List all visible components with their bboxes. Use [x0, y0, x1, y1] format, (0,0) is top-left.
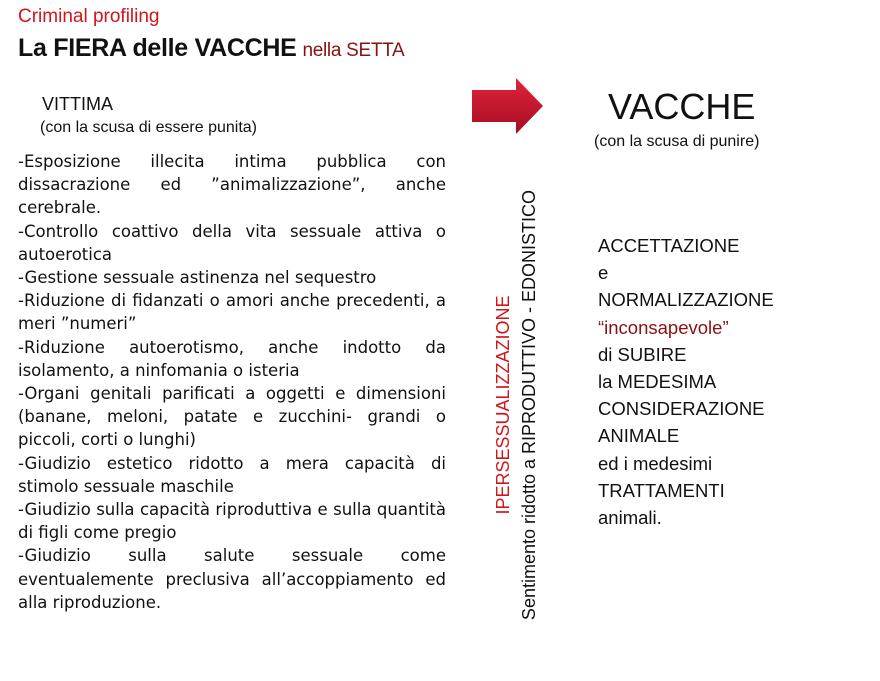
- result-line: NORMALIZZAZIONE: [598, 289, 774, 311]
- list-item: -Esposizione illecita intima pubblica con dissacrazione ed ”animalizzazione”, anche cerebrale.: [18, 152, 446, 218]
- result-line: TRATTAMENTI: [598, 479, 725, 501]
- result-line: CONSIDERAZIONE: [598, 398, 765, 420]
- victim-heading: VITTIMA: [42, 94, 113, 114]
- vertical-caption: [490, 160, 550, 650]
- result-line: di SUBIRE: [598, 343, 687, 365]
- result-line: animali.: [598, 507, 662, 529]
- result-block: [598, 232, 774, 531]
- result-line: “inconsapevole”: [598, 316, 729, 338]
- list-item: -Gestione sessuale astinenza nel sequestro: [18, 268, 377, 288]
- result-line: ed i medesimi: [598, 452, 713, 474]
- list-item: -Giudizio sulla salute sessuale come eventualemente preclusiva all’accoppiamento ed alla riproduzione.: [18, 546, 446, 612]
- list-item: -Riduzione autoerotismo, anche indotto da isolamento, a ninfomania o isteria: [18, 337, 446, 380]
- list-item: -Giudizio sulla capacità riproduttiva e sulla quantità di figli come pregio: [18, 500, 446, 543]
- result-line: e: [598, 262, 609, 284]
- cows-heading: VACCHE: [608, 86, 756, 127]
- result-line: la MEDESIMA: [598, 371, 717, 393]
- vertical-line-2: Sentimento ridotto a RIPRODUTTIVO - EDONISTICO: [519, 189, 539, 621]
- victim-list: [18, 150, 446, 614]
- cows-note: (con la scusa di punire): [594, 133, 760, 150]
- title-accent: nella SETTA: [302, 40, 405, 61]
- page-title: [18, 34, 404, 63]
- list-item: -Riduzione di fidanzati o amori anche precedenti, a meri ”numeri”: [18, 291, 446, 334]
- list-item: -Controllo coattivo della vita sessuale attiva o autoerotica: [18, 221, 446, 264]
- title-main: La FIERA delle VACCHE: [18, 34, 297, 62]
- subtitle: Criminal profiling: [18, 6, 160, 27]
- victim-note: (con la scusa di essere punita): [40, 119, 257, 136]
- right-arrow-icon: [470, 76, 545, 136]
- list-item: -Giudizio estetico ridotto a mera capacità di stimolo sessuale maschile: [18, 453, 446, 496]
- list-item: -Organi genitali parificati a oggetti e dimensioni (banane, meloni, patate e zucchini- grandi o piccoli, corti o lunghi): [18, 384, 446, 450]
- vertical-line-1: IPERSESSUALIZZAZIONE: [493, 295, 513, 515]
- result-line: ANIMALE: [598, 425, 680, 447]
- result-line: ACCETTAZIONE: [598, 235, 740, 256]
